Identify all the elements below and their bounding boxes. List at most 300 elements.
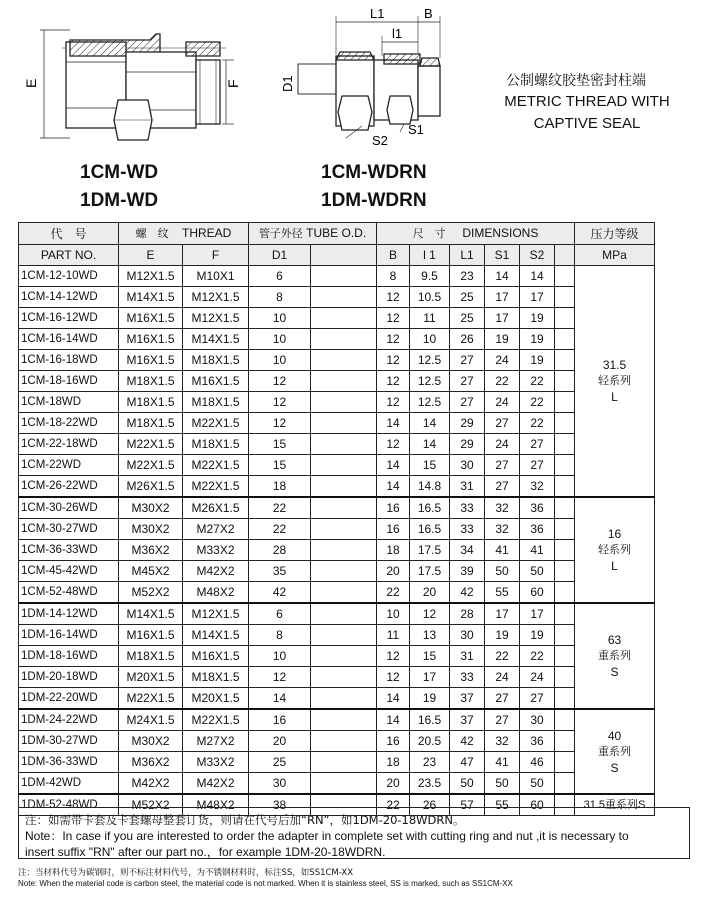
- cell-f: M22X1.5: [183, 455, 249, 476]
- blank-cell: [311, 497, 377, 519]
- pressure-series-cn: 重系列: [598, 744, 631, 758]
- cell-s2: 30: [520, 709, 555, 731]
- blank-cell: [311, 392, 377, 413]
- cell-b: 22: [377, 794, 410, 816]
- cell-l1: 26: [410, 794, 450, 816]
- blank-cell: [555, 392, 575, 413]
- cell-l1: 12.5: [410, 350, 450, 371]
- cell-s1: 17: [485, 287, 520, 308]
- pressure-series-cn: 轻系列: [598, 543, 631, 556]
- footer-material-note-en: Note: When the material code is carbon steel, the material code is not marked. When it is stainless steel, SS is marked, such as SS1CM-XX: [18, 879, 513, 888]
- cell-l1: 13: [410, 625, 450, 646]
- header-F: F: [183, 245, 249, 266]
- cell-l1: 27: [450, 350, 485, 371]
- cell-s1: 41: [485, 540, 520, 561]
- cell-d1: 14: [249, 688, 311, 710]
- cell-part: 1CM-18WD: [19, 392, 119, 413]
- cell-b: 14: [377, 476, 410, 498]
- cell-l1: 42: [450, 731, 485, 752]
- cell-s2: 36: [520, 497, 555, 519]
- cell-f: M27X2: [183, 519, 249, 540]
- blank-cell: [311, 688, 377, 710]
- pressure-value: 16: [607, 527, 622, 541]
- cell-l1: 29: [450, 413, 485, 434]
- cell-l1: 34: [450, 540, 485, 561]
- cell-d1: 18: [249, 476, 311, 498]
- cell-l1: 27: [450, 392, 485, 413]
- header-blank: [311, 245, 377, 266]
- title-english: [497, 91, 677, 135]
- cell-d1: 10: [249, 329, 311, 350]
- blank-cell: [311, 582, 377, 604]
- cell-part: 1CM-16-18WD: [19, 350, 119, 371]
- blank-cell: [555, 350, 575, 371]
- blank-cell: [555, 476, 575, 498]
- table-row: [19, 350, 655, 371]
- cell-s2: 19: [520, 625, 555, 646]
- cell-e: M14X1.5: [119, 287, 183, 308]
- cell-e: M36X2: [119, 540, 183, 561]
- cell-e: M52X2: [119, 582, 183, 604]
- cell-l1: 14.8: [410, 476, 450, 498]
- blank-cell: [311, 308, 377, 329]
- cell-s1: 32: [485, 497, 520, 519]
- cell-b: 11: [377, 625, 410, 646]
- header-dim-cn: 尺 寸: [412, 227, 446, 240]
- cell-f: M20X1.5: [183, 688, 249, 710]
- pressure-value: 63: [607, 633, 622, 647]
- cell-d1: 28: [249, 540, 311, 561]
- table-row: [19, 625, 655, 646]
- header-tube: [249, 223, 377, 245]
- blank-cell: [311, 519, 377, 540]
- cell-f: M22X1.5: [183, 413, 249, 434]
- header-dim-en: DIMENSIONS: [462, 226, 539, 240]
- blank-cell: [555, 308, 575, 329]
- title-chinese: 公制螺纹胶垫密封柱端: [506, 73, 646, 89]
- header-E: E: [119, 245, 183, 266]
- cell-b: 14: [377, 455, 410, 476]
- pressure-series-code: L: [611, 559, 618, 573]
- table-row: [19, 371, 655, 392]
- cell-b: 12: [377, 350, 410, 371]
- label-F: F: [225, 79, 241, 88]
- cell-e: M26X1.5: [119, 476, 183, 498]
- header-dimensions: [377, 223, 575, 245]
- table-row: [19, 561, 655, 582]
- cell-s1: 55: [485, 794, 520, 816]
- table-row: [19, 773, 655, 795]
- cell-b: 14: [377, 709, 410, 731]
- cell-part: 1CM-36-33WD: [19, 540, 119, 561]
- cell-s1: 22: [485, 371, 520, 392]
- cell-b: 18: [377, 540, 410, 561]
- cell-e: M18X1.5: [119, 392, 183, 413]
- cell-f: M48X2: [183, 582, 249, 604]
- cell-f: M18X1.5: [183, 392, 249, 413]
- footer-material-note-cn: 注：当材料代号为碳钢时，则不标注材料代号，为不锈钢材料时，标注SS，如SS1CM-XX: [18, 868, 354, 878]
- cell-l1: 37: [450, 688, 485, 710]
- cell-s1: 55: [485, 582, 520, 604]
- table-row: [19, 266, 655, 287]
- cell-d1: 30: [249, 773, 311, 795]
- cell-l1: 30: [450, 455, 485, 476]
- cell-s1: 17: [485, 308, 520, 329]
- cell-l1: 33: [450, 497, 485, 519]
- blank-cell: [555, 561, 575, 582]
- cell-part: 1DM-42WD: [19, 773, 119, 795]
- cell-e: M24X1.5: [119, 709, 183, 731]
- blank-cell: [555, 688, 575, 710]
- cell-l1: 23.5: [410, 773, 450, 795]
- cell-b: 16: [377, 519, 410, 540]
- blank-cell: [555, 497, 575, 519]
- cell-b: 12: [377, 329, 410, 350]
- model-right-2: 1DM-WDRN: [321, 190, 427, 211]
- cell-part: 1CM-14-12WD: [19, 287, 119, 308]
- cell-l1: 26: [450, 329, 485, 350]
- cell-f: M18X1.5: [183, 667, 249, 688]
- model-right-1: 1CM-WDRN: [321, 162, 427, 183]
- blank-cell: [311, 350, 377, 371]
- cell-part: 1CM-30-26WD: [19, 497, 119, 519]
- cell-f: M12X1.5: [183, 603, 249, 625]
- blank-cell: [555, 266, 575, 287]
- cell-b: 20: [377, 773, 410, 795]
- header-part-en: PART NO.: [19, 245, 119, 266]
- cell-l1: 9.5: [410, 266, 450, 287]
- cell-b: 14: [377, 413, 410, 434]
- header-S1: S1: [485, 245, 520, 266]
- cell-d1: 8: [249, 287, 311, 308]
- cell-f: M18X1.5: [183, 434, 249, 455]
- blank-cell: [311, 413, 377, 434]
- table-row: [19, 667, 655, 688]
- cell-d1: 12: [249, 371, 311, 392]
- left-fitting-drawing: [40, 30, 234, 140]
- cell-l1: 37: [450, 709, 485, 731]
- cell-e: M22X1.5: [119, 455, 183, 476]
- header-L1: L1: [450, 245, 485, 266]
- cell-s2: 60: [520, 794, 555, 816]
- pressure-class-cell: [575, 709, 655, 794]
- header-S2: S2: [520, 245, 555, 266]
- cell-b: 12: [377, 646, 410, 667]
- cell-d1: 6: [249, 603, 311, 625]
- table-row: [19, 582, 655, 604]
- cell-l1: 15: [410, 646, 450, 667]
- cell-f: M12X1.5: [183, 287, 249, 308]
- cell-part: 1CM-22-18WD: [19, 434, 119, 455]
- cell-e: M18X1.5: [119, 413, 183, 434]
- cell-f: M14X1.5: [183, 329, 249, 350]
- pressure-series-code: L: [611, 390, 618, 404]
- cell-part: 1CM-30-27WD: [19, 519, 119, 540]
- table-row: [19, 434, 655, 455]
- cell-e: M16X1.5: [119, 350, 183, 371]
- cell-e: M18X1.5: [119, 646, 183, 667]
- cell-f: M12X1.5: [183, 308, 249, 329]
- cell-s1: 14: [485, 266, 520, 287]
- cell-l1: 17: [410, 667, 450, 688]
- blank-cell: [555, 371, 575, 392]
- blank-cell: [555, 603, 575, 625]
- table-row: [19, 329, 655, 350]
- cell-l1: 14: [410, 434, 450, 455]
- cell-b: 20: [377, 561, 410, 582]
- cell-l1: 28: [450, 603, 485, 625]
- cell-e: M30X2: [119, 519, 183, 540]
- cell-l1: 25: [450, 308, 485, 329]
- cell-b: 12: [377, 287, 410, 308]
- header-thread: [119, 223, 249, 245]
- cell-l1: 16.5: [410, 497, 450, 519]
- cell-b: 12: [377, 371, 410, 392]
- pressure-class-cell: [575, 603, 655, 709]
- blank-cell: [311, 625, 377, 646]
- blank-cell: [311, 434, 377, 455]
- table-row: [19, 688, 655, 710]
- cell-b: 12: [377, 434, 410, 455]
- cell-part: 1CM-22WD: [19, 455, 119, 476]
- cell-s2: 41: [520, 540, 555, 561]
- cell-b: 12: [377, 308, 410, 329]
- table-row: [19, 731, 655, 752]
- cell-f: M33X2: [183, 540, 249, 561]
- blank-cell: [555, 646, 575, 667]
- cell-f: M27X2: [183, 731, 249, 752]
- cell-l1: 11: [410, 308, 450, 329]
- cell-f: M16X1.5: [183, 646, 249, 667]
- cell-l1: 12.5: [410, 392, 450, 413]
- cell-s2: 50: [520, 773, 555, 795]
- cell-d1: 10: [249, 646, 311, 667]
- cell-l1: 30: [450, 625, 485, 646]
- table-row: [19, 476, 655, 498]
- cell-e: M22X1.5: [119, 688, 183, 710]
- cell-b: 16: [377, 497, 410, 519]
- blank-cell: [555, 773, 575, 795]
- cell-part: 1DM-36-33WD: [19, 752, 119, 773]
- cell-s2: 19: [520, 308, 555, 329]
- cell-l1: 16.5: [410, 519, 450, 540]
- blank-cell: [555, 667, 575, 688]
- cell-l1: 25: [450, 287, 485, 308]
- cell-f: M14X1.5: [183, 625, 249, 646]
- cell-l1: 42: [450, 582, 485, 604]
- cell-s1: 50: [485, 773, 520, 795]
- label-l1: l1: [392, 26, 403, 41]
- cell-e: M20X1.5: [119, 667, 183, 688]
- blank-cell: [555, 519, 575, 540]
- cell-s1: 19: [485, 625, 520, 646]
- cell-l1: 57: [450, 794, 485, 816]
- blank-cell: [311, 603, 377, 625]
- cell-f: M10X1: [183, 266, 249, 287]
- cell-part: 1CM-16-12WD: [19, 308, 119, 329]
- cell-e: M16X1.5: [119, 329, 183, 350]
- cell-s1: 27: [485, 709, 520, 731]
- cell-s2: 22: [520, 371, 555, 392]
- cell-s1: 24: [485, 350, 520, 371]
- cell-s1: 27: [485, 688, 520, 710]
- cell-s2: 19: [520, 350, 555, 371]
- header-thread-en: THREAD: [182, 226, 232, 240]
- cell-b: 14: [377, 688, 410, 710]
- cell-l1: 17.5: [410, 540, 450, 561]
- table-header-row-2: [19, 245, 655, 266]
- cell-f: M26X1.5: [183, 497, 249, 519]
- cell-s2: 36: [520, 519, 555, 540]
- cell-s2: 22: [520, 413, 555, 434]
- cell-f: M16X1.5: [183, 371, 249, 392]
- pressure-value: 31.5: [602, 358, 627, 372]
- header-blank-2: [555, 245, 575, 266]
- cell-part: 1DM-14-12WD: [19, 603, 119, 625]
- cell-s1: 17: [485, 603, 520, 625]
- cell-d1: 16: [249, 709, 311, 731]
- cell-s1: 24: [485, 667, 520, 688]
- cell-s2: 60: [520, 582, 555, 604]
- blank-cell: [311, 731, 377, 752]
- cell-l1: 23: [450, 266, 485, 287]
- cell-s2: 24: [520, 667, 555, 688]
- blank-cell: [555, 731, 575, 752]
- blank-cell: [555, 582, 575, 604]
- blank-cell: [311, 287, 377, 308]
- table-row: [19, 287, 655, 308]
- cell-d1: 38: [249, 794, 311, 816]
- blank-cell: [311, 455, 377, 476]
- cell-s2: 50: [520, 561, 555, 582]
- cell-l1: 50: [450, 773, 485, 795]
- cell-e: M16X1.5: [119, 308, 183, 329]
- cell-f: M48X2: [183, 794, 249, 816]
- label-L1: L1: [370, 6, 385, 21]
- cell-l1: 33: [450, 519, 485, 540]
- cell-l1: 20: [410, 582, 450, 604]
- cell-d1: 22: [249, 519, 311, 540]
- cell-l1: 20.5: [410, 731, 450, 752]
- cell-part: 1CM-45-42WD: [19, 561, 119, 582]
- cell-s1: 41: [485, 752, 520, 773]
- cell-l1: 15: [410, 455, 450, 476]
- label-E: E: [23, 78, 39, 88]
- header-thread-cn: 螺 纹: [135, 227, 169, 240]
- cell-d1: 25: [249, 752, 311, 773]
- pressure-value: 31.5重系列S: [583, 799, 646, 811]
- cell-b: 22: [377, 582, 410, 604]
- cell-l1: 39: [450, 561, 485, 582]
- blank-cell: [311, 540, 377, 561]
- table-row: [19, 413, 655, 434]
- table-row: [19, 540, 655, 561]
- cell-part: 1DM-30-27WD: [19, 731, 119, 752]
- cell-e: M12X1.5: [119, 266, 183, 287]
- cell-s2: 27: [520, 434, 555, 455]
- pressure-series-code: S: [610, 760, 619, 775]
- cell-e: M14X1.5: [119, 603, 183, 625]
- blank-cell: [311, 773, 377, 795]
- cell-b: 12: [377, 667, 410, 688]
- dimensions-table: [18, 222, 655, 816]
- blank-cell: [311, 329, 377, 350]
- table-row: [19, 308, 655, 329]
- cell-l1: 29: [450, 434, 485, 455]
- blank-cell: [555, 540, 575, 561]
- header-tube-en: TUBE O.D.: [306, 226, 367, 240]
- cell-part: 1DM-52-48WD: [19, 794, 119, 816]
- cell-s2: 22: [520, 646, 555, 667]
- cell-d1: 35: [249, 561, 311, 582]
- blank-cell: [311, 266, 377, 287]
- cell-b: 16: [377, 731, 410, 752]
- cell-s2: 17: [520, 603, 555, 625]
- cell-s2: 32: [520, 476, 555, 498]
- cell-e: M22X1.5: [119, 434, 183, 455]
- model-left-2: 1DM-WD: [80, 190, 159, 211]
- label-S1: S1: [408, 122, 424, 137]
- cell-d1: 6: [249, 266, 311, 287]
- cell-b: 12: [377, 392, 410, 413]
- cell-l1: 12: [410, 603, 450, 625]
- cell-s1: 24: [485, 392, 520, 413]
- cell-part: 1DM-22-20WD: [19, 688, 119, 710]
- pressure-series-cn: 轻系列: [598, 374, 631, 387]
- cell-s2: 14: [520, 266, 555, 287]
- table-row: [19, 455, 655, 476]
- cell-s2: 17: [520, 287, 555, 308]
- cell-l1: 12.5: [410, 371, 450, 392]
- cell-s1: 50: [485, 561, 520, 582]
- blank-cell: [555, 752, 575, 773]
- header-l1: l 1: [410, 245, 450, 266]
- blank-cell: [555, 287, 575, 308]
- cell-d1: 15: [249, 434, 311, 455]
- cell-s1: 27: [485, 476, 520, 498]
- cell-b: 8: [377, 266, 410, 287]
- cell-s1: 32: [485, 731, 520, 752]
- note-box: [18, 807, 690, 859]
- title-english-line-2: CAPTIVE SEAL: [533, 115, 641, 132]
- cell-e: M16X1.5: [119, 625, 183, 646]
- cell-s1: 27: [485, 413, 520, 434]
- blank-cell: [555, 709, 575, 731]
- cell-s2: 46: [520, 752, 555, 773]
- cell-l1: 19: [410, 688, 450, 710]
- cell-s1: 19: [485, 329, 520, 350]
- right-fitting-drawing: [298, 16, 440, 138]
- note-english-line-1: Note：In case if you are interested to order the adapter in complete set with cutting ring and nut ,it is necessary to: [25, 829, 629, 843]
- cell-f: M22X1.5: [183, 709, 249, 731]
- cell-part: 1CM-12-10WD: [19, 266, 119, 287]
- table-row: [19, 646, 655, 667]
- cell-e: M45X2: [119, 561, 183, 582]
- blank-cell: [311, 752, 377, 773]
- cell-s2: 27: [520, 455, 555, 476]
- blank-cell: [311, 667, 377, 688]
- title-english-line-1: METRIC THREAD WITH: [504, 93, 670, 110]
- cell-d1: 12: [249, 667, 311, 688]
- cell-s1: 27: [485, 455, 520, 476]
- model-left-1: 1CM-WD: [80, 162, 159, 183]
- cell-l1: 10: [410, 329, 450, 350]
- cell-b: 18: [377, 752, 410, 773]
- header-part-cn: 代 号: [19, 223, 119, 245]
- label-B: B: [424, 6, 433, 21]
- cell-part: 1CM-16-14WD: [19, 329, 119, 350]
- cell-l1: 14: [410, 413, 450, 434]
